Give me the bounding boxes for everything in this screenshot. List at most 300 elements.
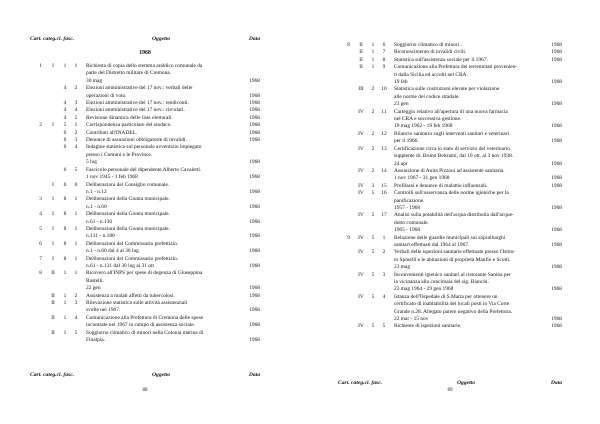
entry-date <box>236 256 260 263</box>
header-date: Data <box>248 36 260 42</box>
subject-text: alle norme del codice stradale. <box>394 93 460 100</box>
archive-entry <box>30 196 260 211</box>
file-number: 2 <box>382 249 386 256</box>
archive-entry <box>338 42 562 49</box>
entry-date: 1968 <box>249 77 260 84</box>
entry-date <box>538 109 562 116</box>
entry-date <box>538 72 562 79</box>
entry-date <box>538 94 562 101</box>
entry-subject <box>82 293 260 300</box>
archive-entry <box>30 130 260 137</box>
file-number: 1 <box>74 196 78 203</box>
subject-text: n.131 - n.180 <box>86 233 115 240</box>
entry-date: 1968 <box>551 123 562 130</box>
box-number <box>338 190 354 212</box>
subject-text: Rilevazione statistica sulle attività assistenziali <box>86 300 188 306</box>
box-number <box>338 323 354 330</box>
subject-line <box>86 159 260 166</box>
entry-date: 1968 <box>249 100 260 107</box>
entry-date <box>538 272 562 279</box>
box-number <box>338 57 354 64</box>
entry-date <box>538 235 562 242</box>
box-number: 2 <box>39 122 42 129</box>
box-number <box>338 168 354 183</box>
subject-line <box>394 286 562 293</box>
subject-line <box>394 249 562 256</box>
box-number <box>30 115 46 122</box>
box-number <box>338 86 354 108</box>
entry-date: 1968 <box>551 42 562 48</box>
archive-entry <box>30 256 260 271</box>
subject-line <box>394 146 562 153</box>
subject-text: Revisione dinamica delle liste elettorali. <box>86 114 173 121</box>
class: 2 <box>371 145 375 152</box>
file-number: 16 <box>381 190 387 197</box>
subject-text: 22 gen <box>86 285 101 292</box>
file-number: 5 <box>382 323 386 330</box>
entry-date <box>538 146 562 153</box>
subject-text: Riconoscimento di invalidi civili. <box>394 49 467 56</box>
box-number: 4 <box>39 211 42 218</box>
entry-date <box>538 249 562 256</box>
entry-date <box>236 270 260 277</box>
subject-line <box>394 279 562 286</box>
archive-entry <box>338 183 562 190</box>
box-number <box>30 300 46 315</box>
entry-date: 1968 <box>249 159 260 166</box>
header-subject: Oggetto <box>151 36 171 42</box>
subject-text: incontrate nel 1967 in campo di assistenza sociale. <box>86 322 195 329</box>
entry-date <box>538 86 562 93</box>
subject-line <box>394 79 562 86</box>
box-number: 3 <box>39 196 42 203</box>
archive-entry <box>338 109 562 131</box>
entry-date <box>538 294 562 301</box>
subject-line <box>86 130 260 137</box>
entry-date <box>538 116 562 123</box>
entry-subject <box>390 272 562 294</box>
box-number <box>30 144 46 166</box>
category: I <box>52 196 54 203</box>
box-number <box>338 49 354 56</box>
subject-line <box>86 270 260 277</box>
category: IV <box>358 167 364 174</box>
subject-line <box>86 63 260 70</box>
archive-entry <box>338 272 562 294</box>
subject-text: 23 mag <box>394 264 411 271</box>
class: 8 <box>63 211 67 218</box>
archive-entry <box>338 190 562 212</box>
subject-text: Elezioni amministrative del 17 nov.: verbali delle <box>86 85 193 92</box>
entry-date <box>538 220 562 227</box>
category: II <box>51 292 55 299</box>
entry-subject <box>82 107 260 114</box>
entry-subject <box>390 235 562 250</box>
entry-date: 1968 <box>551 101 562 108</box>
archive-entry <box>30 330 260 345</box>
category: II <box>359 64 363 71</box>
class: 4 <box>63 107 67 114</box>
box-number <box>338 249 354 271</box>
entry-date <box>538 198 562 205</box>
class: 2 <box>371 86 375 93</box>
box-number: 6 <box>39 240 42 247</box>
entry-subject <box>82 167 260 182</box>
archive-entry <box>338 249 562 271</box>
category <box>46 130 60 137</box>
subject-line <box>86 174 260 181</box>
archive-entry <box>30 63 260 85</box>
entry-date: 1968 <box>551 323 562 330</box>
class: 5 <box>371 249 375 256</box>
subject-text: la vicinanza alla concimaia del sig. Bianchi. <box>394 279 489 285</box>
archive-entry <box>30 100 260 107</box>
file-number: 15 <box>381 182 387 189</box>
subject-line <box>86 167 260 174</box>
subject-text: Analisi sulla potabilità dell'acqua distribuita dall'acque- <box>394 212 514 219</box>
subject-text: Richiesta di copia dello stemma araldico comunale da <box>86 63 203 69</box>
entry-subject <box>82 315 260 330</box>
entry-list <box>338 42 562 331</box>
entry-list <box>30 63 260 344</box>
file-number: 1 <box>382 234 386 241</box>
class: 8 <box>63 240 67 247</box>
subject-text: per il 1966. <box>394 138 419 145</box>
entry-date <box>236 241 260 248</box>
box-number <box>30 100 46 107</box>
archive-entry <box>338 212 562 234</box>
file-number: 4 <box>74 144 78 151</box>
file-number: 1 <box>74 240 78 247</box>
file-number: 3 <box>74 300 78 306</box>
entry-date: 1968 <box>249 107 260 114</box>
subject-text: certificato di inabitabilità dei locali posti in Via Corte <box>394 301 510 308</box>
entry-date: 1968 <box>249 188 260 195</box>
entry-subject <box>82 211 260 226</box>
file-number: 7 <box>382 49 386 56</box>
subject-line <box>394 101 562 108</box>
entry-date <box>236 211 260 218</box>
category: I <box>52 240 54 247</box>
entry-date: 1968 <box>551 227 562 234</box>
entry-date <box>236 167 260 174</box>
box-number <box>30 85 46 100</box>
subject-text: Elezioni amministrative del 17 nov.: rendiconti. <box>86 100 189 107</box>
file-number: 5 <box>74 329 78 336</box>
entry-date: 1968 <box>249 322 260 329</box>
entry-date <box>236 152 260 159</box>
column-footer <box>338 378 562 388</box>
class: 5 <box>371 271 375 278</box>
footer-subject: Oggetto <box>151 372 171 378</box>
class: 5 <box>371 234 375 241</box>
file-number: 9 <box>382 64 386 71</box>
box-number: 8 <box>347 42 350 48</box>
class: 6 <box>63 129 67 136</box>
entry-date <box>538 64 562 71</box>
subject-text: Deliberazioni della Giunta municipale. <box>86 211 170 218</box>
subject-text: panificazione. <box>394 197 425 204</box>
box-number: 9 <box>347 234 350 241</box>
subject-text: 1 nov 1945 - 1 feb 1968 <box>86 174 138 181</box>
entry-subject <box>390 212 562 234</box>
subject-line <box>394 198 562 205</box>
class: 5 <box>371 323 375 330</box>
file-number: 3 <box>382 271 386 278</box>
entry-date: 1968 <box>551 204 562 211</box>
archive-entry <box>338 49 562 56</box>
subject-text: n.1 - n.12 <box>86 188 107 195</box>
category <box>46 107 60 114</box>
entry-subject <box>390 168 562 183</box>
subject-text: Assunzione di Anita Pizzoni ad assistente sanitaria. <box>394 167 505 174</box>
subject-text: 23 mag 1964 - 29 gen 1968 <box>394 286 454 293</box>
entry-date: 1968 <box>249 114 260 121</box>
class: 4 <box>63 100 67 107</box>
box-number <box>30 315 46 330</box>
subject-line <box>394 42 562 49</box>
class: 1 <box>371 42 375 48</box>
category: IV <box>358 271 364 278</box>
subject-text: 24 apr <box>394 160 408 167</box>
file-number: 1 <box>74 122 78 129</box>
entry-date <box>538 168 562 175</box>
box-number <box>338 294 354 324</box>
box-number: 7 <box>39 255 42 262</box>
footer-date: Data <box>550 380 562 386</box>
category: IV <box>358 130 364 137</box>
subject-line <box>394 264 562 271</box>
subject-line <box>394 131 562 138</box>
class: 4 <box>63 85 67 92</box>
subject-text: Certificazione circa lo stato di servizio del veterinario <box>394 145 510 152</box>
subject-line <box>86 256 260 263</box>
subject-line <box>86 115 260 122</box>
class: 1 <box>63 300 67 306</box>
archive-entry <box>30 144 260 166</box>
entry-date: 1968 <box>249 337 260 344</box>
box-number <box>30 293 46 300</box>
subject-text: 1965 - 1968 <box>394 227 421 234</box>
entry-date: 1968 <box>551 49 562 56</box>
subject-text: 5 lug <box>86 159 97 166</box>
box-number <box>30 330 46 345</box>
entry-subject <box>82 196 260 211</box>
subject-text: nel CRA e successiva gestione. <box>394 116 462 123</box>
box-number <box>338 64 354 86</box>
subject-line <box>86 144 260 151</box>
subject-line <box>394 220 562 227</box>
entry-date: 1968 <box>551 182 562 189</box>
archive-entry <box>30 115 260 122</box>
category: I <box>52 63 54 69</box>
footer-classification: Cart. categ.cl. fasc. <box>338 380 383 386</box>
page-number: 88 <box>142 388 148 393</box>
subject-text: supplente dr. Bruno Beltrami, dal 10 ott. al 3 nov 1938. <box>394 153 514 160</box>
subject-line <box>394 227 562 234</box>
file-number: 5 <box>74 114 78 121</box>
subject-text: Inconvenienti igienico sanitari al ristorante Samoa per <box>394 271 511 278</box>
entry-date: 1968 <box>551 286 562 293</box>
class: 3 <box>371 182 375 189</box>
entry-subject <box>82 182 260 197</box>
file-number: 2 <box>74 292 78 299</box>
subject-text: Istanza dell'Ospedale di S.Marta per ottenere un <box>394 293 498 300</box>
category: I <box>52 225 54 232</box>
subject-text: 22 mar - 15 nov <box>394 316 429 323</box>
entry-date <box>236 315 260 322</box>
entry-subject <box>82 63 260 85</box>
subject-text: Finalpia. <box>86 337 106 344</box>
subject-line <box>86 93 260 100</box>
subject-line <box>394 86 562 93</box>
class: 1 <box>63 292 67 299</box>
subject-line <box>86 293 260 300</box>
footer-subject: Oggetto <box>456 380 476 386</box>
category: II <box>51 329 55 336</box>
entry-subject <box>390 183 562 190</box>
subject-line <box>86 189 260 196</box>
class: 5 <box>371 190 375 197</box>
entry-date <box>236 300 260 307</box>
subject-text: 30 mag <box>86 77 103 84</box>
archive-entry <box>338 131 562 146</box>
entry-subject <box>82 115 260 122</box>
entry-date: 1968 <box>249 203 260 210</box>
box-number <box>338 272 354 294</box>
subject-text: 19 feb <box>394 79 408 86</box>
file-number: 10 <box>381 86 387 93</box>
subject-text: Profilassi e denunce di malattie influenzali. <box>394 182 488 189</box>
entry-date: 1968 <box>249 248 260 255</box>
subject-text: sanitari effettuati dal 1964 al 1967. <box>394 241 470 248</box>
file-number: 4 <box>74 107 78 114</box>
subject-text: Controlli sull'osservanza delle norme igieniche per la <box>394 190 509 197</box>
class: 1 <box>371 64 375 71</box>
subject-line <box>394 294 562 301</box>
entry-date: 1968 <box>551 79 562 86</box>
subject-text: Soggiorno climatico di minori . <box>394 42 462 48</box>
entry-date: 1968 <box>249 129 260 136</box>
category: IV <box>358 108 364 115</box>
file-number: 6 <box>74 181 78 188</box>
subject-line <box>394 205 562 212</box>
subject-line <box>394 190 562 197</box>
category: III <box>358 86 364 93</box>
footer-classification: Cart. categ.cl. fasc. <box>30 372 75 378</box>
category <box>46 167 60 182</box>
subject-line <box>394 272 562 279</box>
archive-entry <box>30 167 260 182</box>
entry-date <box>538 279 562 286</box>
subject-line <box>86 322 260 329</box>
entry-subject <box>82 270 260 292</box>
subject-text: Relazione delle guardie municipali sui sopralluoghi <box>394 234 506 241</box>
entry-subject <box>390 57 562 64</box>
entry-date <box>538 153 562 160</box>
subject-line <box>86 78 260 85</box>
archive-entry <box>30 211 260 226</box>
subject-line <box>394 175 562 182</box>
archive-entry <box>338 146 562 168</box>
category <box>46 115 60 122</box>
page-number: 89 <box>447 388 453 393</box>
class: 6 <box>63 137 67 144</box>
file-number: 1 <box>74 225 78 232</box>
category: IV <box>358 212 364 219</box>
entry-date: 1968 <box>249 174 260 181</box>
entry-date: 1968 <box>551 316 562 323</box>
subject-line <box>86 219 260 226</box>
entry-subject <box>82 330 260 345</box>
footer-date: Data <box>248 372 260 378</box>
class: 4 <box>63 114 67 121</box>
subject-text: presso i Comuni e le Province. <box>86 151 153 158</box>
class: 6 <box>63 144 67 151</box>
category <box>46 100 60 107</box>
entry-date <box>236 196 260 203</box>
entry-date: 1968 <box>551 56 562 63</box>
archive-entry <box>30 293 260 300</box>
entry-date <box>538 309 562 316</box>
entry-subject <box>82 130 260 137</box>
subject-text: svolte nel 1967. <box>86 307 121 314</box>
subject-text: parte del Distretto militare di Cremona. <box>86 70 172 77</box>
subject-line <box>394 161 562 168</box>
entry-date <box>538 131 562 138</box>
subject-text: Deliberazioni del Consiglio comunale. <box>86 181 170 188</box>
entry-subject <box>82 300 260 315</box>
class: 1 <box>63 270 67 277</box>
subject-text: Rastelli. <box>86 277 104 284</box>
entry-date <box>236 70 260 77</box>
subject-line <box>394 138 562 145</box>
box-number <box>30 137 46 144</box>
box-number <box>30 107 46 114</box>
file-number: 13 <box>381 145 387 152</box>
subject-text: 1957 - 1968 <box>394 204 421 211</box>
entry-subject <box>390 64 562 86</box>
entry-date <box>538 257 562 264</box>
year-heading: 1968 <box>139 50 151 56</box>
file-number: 6 <box>382 42 386 48</box>
box-number <box>30 182 46 197</box>
box-number <box>338 131 354 146</box>
category <box>46 144 60 166</box>
class: 2 <box>371 130 375 137</box>
entry-date: 1968 <box>551 160 562 167</box>
subject-line <box>394 257 562 264</box>
class: 2 <box>371 108 375 115</box>
entry-subject <box>390 323 562 330</box>
entry-subject <box>390 49 562 56</box>
entry-subject <box>82 226 260 241</box>
subject-text: Bilancio sanitario sugli interventi sanitari e veterinari <box>394 130 509 137</box>
subject-text: Denunce di assunzioni obbligatorie di invalidi. <box>86 137 187 144</box>
subject-line <box>86 211 260 218</box>
class: 1 <box>63 314 67 321</box>
subject-text: Verbali delle ispezioni sanitarie effettuate presso l'Istitu- <box>394 249 516 256</box>
class: 1 <box>371 56 375 63</box>
file-number: 1 <box>74 270 78 277</box>
entry-date <box>236 226 260 233</box>
subject-line <box>86 233 260 240</box>
entry-subject <box>390 109 562 131</box>
subject-line <box>394 153 562 160</box>
entry-subject <box>390 42 562 49</box>
category <box>46 137 60 144</box>
subject-line <box>86 278 260 285</box>
